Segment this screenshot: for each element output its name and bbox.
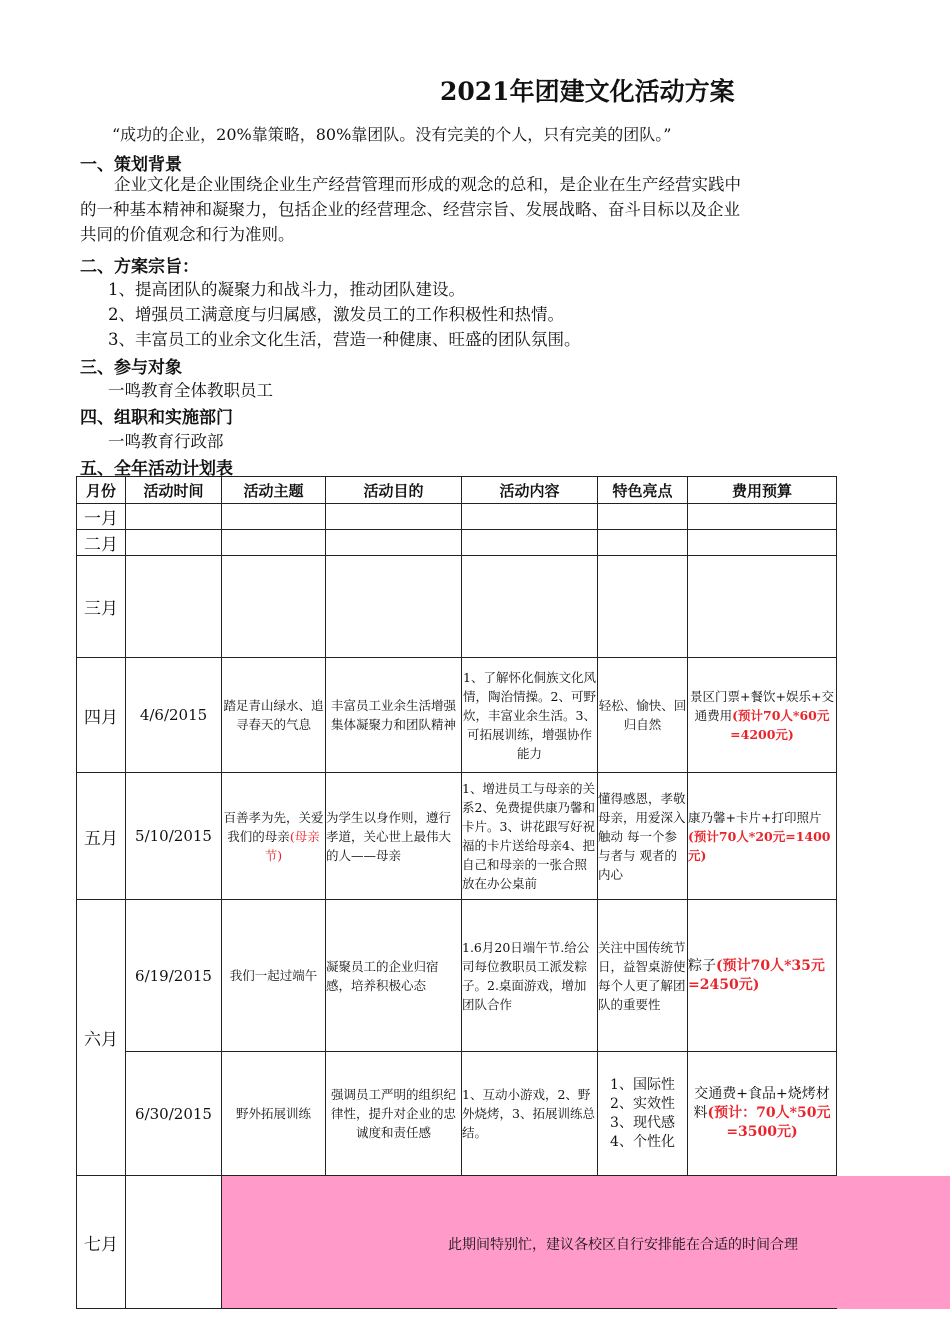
activity-purpose: 凝聚员工的企业归宿感，培养积极心态: [326, 900, 462, 1052]
organizer-text: 一鸣教育行政部: [108, 432, 224, 451]
budget-estimate: (预计：70人*50元=3500元): [707, 1105, 831, 1140]
heading-participants: 三、参与对象: [80, 358, 182, 378]
activity-date: 5/10/2015: [126, 773, 222, 900]
header-content: 活动内容: [462, 477, 598, 504]
highlight-item: 2、实效性: [610, 1095, 675, 1112]
table-row: [77, 1052, 837, 1176]
heading-purpose: 二、方案宗旨：: [80, 257, 199, 277]
budget-estimate: (预计70人*20元=1400元): [688, 828, 831, 863]
month-cell: 六月: [77, 900, 126, 1176]
quote: “成功的企业，20%靠策略，80%靠团队。没有完美的个人，只有完美的团队。”: [112, 125, 672, 144]
month-cell: 三月: [77, 556, 126, 658]
month-cell: 五月: [77, 773, 126, 900]
activity-content: 1、了解怀化侗族文化风情，陶治情操。2、可野炊，丰富业余生活。3、可拓展训练，增强协作能力: [462, 658, 598, 773]
activity-date: 6/30/2015: [126, 1052, 222, 1176]
theme-text: 百善孝为先，关爱我们的母亲: [223, 809, 324, 844]
page-title: 2021年团建文化活动方案: [440, 77, 735, 106]
highlight-item: 4、个性化: [610, 1133, 675, 1150]
activity-purpose: 丰富员工业余生活增强集体凝聚力和团队精神: [326, 658, 462, 773]
activity-budget: [688, 900, 837, 1052]
activity-theme: [222, 773, 326, 900]
activity-content: 1.6月20日端午节.给公司每位教职员工派发粽子。2.桌面游戏，增加团队合作: [462, 900, 598, 1052]
activity-theme: 野外拓展训练: [222, 1052, 326, 1176]
paragraph-line: 共同的价值观念和行为准则。: [80, 225, 295, 244]
heading-organizer: 四、组职和实施部门: [80, 408, 233, 428]
header-theme: 活动主题: [222, 477, 326, 504]
activity-budget: [688, 1052, 837, 1176]
month-cell: 一月: [77, 504, 126, 530]
activity-highlight: 懂得感恩，孝敬母亲，用爱深入触动 每一个参与者与 观者的内心: [598, 773, 688, 900]
activity-budget: [688, 773, 837, 900]
header-purpose: 活动目的: [326, 477, 462, 504]
activity-plan-table: [76, 476, 837, 1309]
activity-highlight: [598, 1052, 688, 1176]
table-row: [77, 900, 837, 1052]
month-cell: 四月: [77, 658, 126, 773]
purpose-item-3: 3、丰富员工的业余文化生活，营造一种健康、旺盛的团队氛围。: [108, 330, 581, 349]
header-month: 月份: [77, 477, 126, 504]
heading-background: 一、策划背景: [80, 155, 182, 175]
participants-text: 一鸣教育全体教职员工: [108, 381, 273, 400]
month-cell: 七月: [77, 1176, 126, 1309]
activity-budget: [688, 658, 837, 773]
table-row: [77, 530, 837, 556]
header-budget: 费用预算: [688, 477, 837, 504]
table-row: [77, 556, 837, 658]
purpose-item-1: 1、提高团队的凝聚力和战斗力，推动团队建设。: [108, 280, 465, 299]
activity-date: 4/6/2015: [126, 658, 222, 773]
activity-theme: 踏足青山绿水、追寻春天的气息: [222, 658, 326, 773]
paragraph-line: 企业文化是企业围绕企业生产经营管理而形成的观念的总和，是企业在生产经营实践中: [114, 175, 741, 194]
table-row: [77, 773, 837, 900]
activity-purpose: 为学生以身作则，遵行孝道，关心世上最伟大的人——母亲: [326, 773, 462, 900]
budget-items: 交通费+食品+烧烤材料: [693, 1086, 830, 1121]
month-cell: 二月: [77, 530, 126, 556]
header-highlight: 特色亮点: [598, 477, 688, 504]
july-note: 此期间特别忙，建议各校区自行安排能在合适的时间合理: [448, 1237, 798, 1253]
purpose-item-2: 2、增强员工满意度与归属感，激发员工的工作积极性和热情。: [108, 305, 564, 324]
budget-items: 康乃馨+卡片+打印照片: [688, 809, 822, 825]
table-row: [77, 504, 837, 530]
activity-highlight: 轻松、愉快、回归自然: [598, 658, 688, 773]
highlight-item: 1、国际性: [610, 1076, 675, 1093]
activity-content: 1、互动小游戏，2、野外烧烤，3、拓展训练总结。: [462, 1052, 598, 1176]
activity-purpose: 强调员工严明的组织纪律性，提升对企业的忠诚度和责任感: [326, 1052, 462, 1176]
highlight-item: 3、现代感: [610, 1114, 675, 1131]
paragraph-line: 的一种基本精神和凝聚力，包括企业的经营理念、经营宗旨、发展战略、奋斗目标以及企业: [80, 200, 740, 219]
activity-content: 1、增进员工与母亲的关系2、免费提供康乃馨和卡片。3、讲花跟写好祝福的卡片送给母亲4、把自己和母亲的一张合照放在办公桌前: [462, 773, 598, 900]
budget-items: 景区门票+餐饮+娱乐+交通费用: [690, 688, 834, 723]
background-paragraph: [80, 172, 836, 247]
budget-estimate: (预计70人*35元=2450元): [688, 957, 825, 993]
header-date: 活动时间: [126, 477, 222, 504]
heading-plan-table: 五、全年活动计划表: [80, 459, 233, 479]
activity-date: 6/19/2015: [126, 900, 222, 1052]
theme-note: (母亲节): [264, 828, 320, 863]
budget-items: 粽子: [688, 957, 716, 974]
activity-highlight: 关注中国传统节日，益智桌游使每个人更了解团队的重要性: [598, 900, 688, 1052]
budget-estimate: (预计70人*60元=4200元): [730, 707, 830, 742]
activity-theme: 我们一起过端午: [222, 900, 326, 1052]
table-row: [77, 658, 837, 773]
table-header-row: [77, 477, 837, 504]
